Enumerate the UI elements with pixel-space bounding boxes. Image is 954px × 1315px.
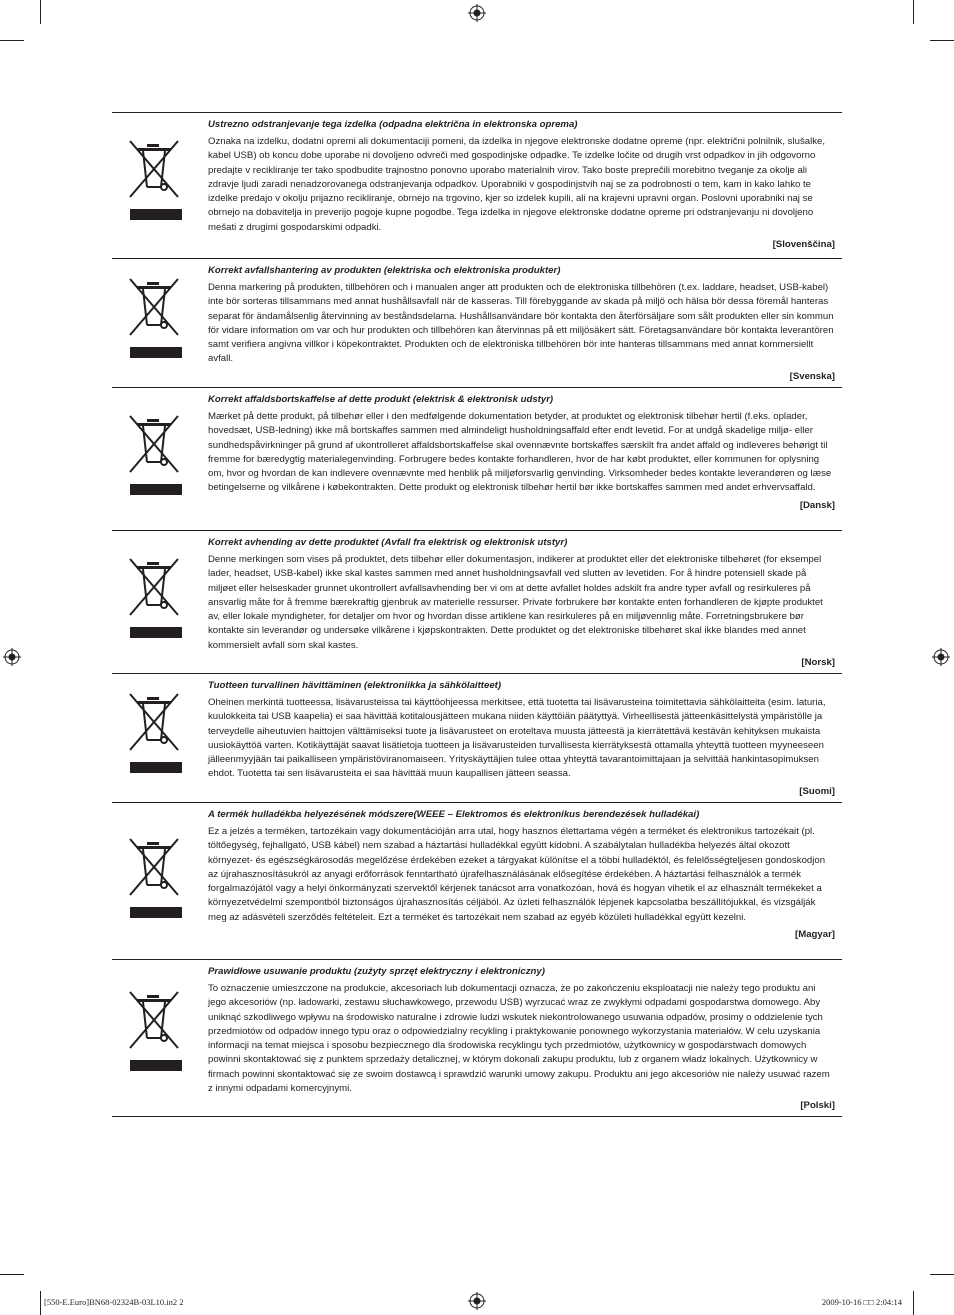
registration-mark-icon	[468, 4, 486, 22]
notice-title: Korrekt affaldsbortskaffelse af dette produkt (elektrisk & elektronisk udstyr)	[208, 394, 554, 405]
language-label: [Norsk]	[801, 657, 835, 669]
language-label: [Slovenščina]	[772, 239, 835, 251]
crossed-out-wheelie-bin-icon	[128, 988, 184, 1052]
language-label: [Svenska]	[789, 370, 835, 382]
notice-polish	[112, 959, 842, 1117]
notice-title: Ustrezno odstranjevanje tega izdelka (odpadna električna in elektronska oprema)	[208, 119, 578, 130]
weee-black-bar	[130, 762, 182, 773]
crop-mark	[40, 1291, 41, 1315]
notice-body: To oznaczenie umieszczone na produkcie, akcesoriach lub dokumentacji oznacza, że po zakończeniu eksploatacji nie należy tego produktu ani jego akcesoriów (np. ładowarki, zestawu słuchawkowego, przewodu USB) wyrzucać wraz ze zwykłymi odpadami gospodarstwa domowego. Aby uniknąć szkodliwego wpływu na środowisko naturalne i zdrowie ludzi wskutek niekontrolowanego usuwania odpadów, prosimy o oddzielenie tych przedmiotów od odpadów innego typu oraz o odpowiedzialny recykling i praktykowanie ponownego wykorzystania materiałów. W celu uzyskania informacji na temat miejsca i sposobu bezpiecznego dla środowiska recyklingu tych przedmiotów, użytkownicy w gospodarstwach domowych powinni skontaktować się z punktem sprzedaży detalicznej, w którym dokonali zakupu produktu, lub z organem władz lokalnych. Użytkownicy w firmach powinni skontaktować się ze swoim dostawcą i sprawdzić warunki umowy zakupu. Produktu ani jego akcesoriów nie należy usuwać razem z innymi odpadami komercyjnymi.	[208, 983, 830, 1095]
notice-body: Denne merkingen som vises på produktet, dets tilbehør eller dokumentasjon, indikerer at produktet eller det elektroniske tilbehøret (for eksempel lader, headset, USB-kabel) ikke skal kastes sammen med annet husholdningsavfall ved slutten av levetiden. For å hindre potensiell skade på miljøet eller helseskader grunnet ukontrollert avfallsavhending ber vi om at dette avfallet holdes adskilt fra andre typer avfall og resirkuleres på ansvarlig måte for å fremme bærekraftig gjenbruk av materielle ressurser. Private forbrukere bør kontakte enten forhandleren de kjøpte produktet av, eller lokale myndigheter, for detaljer om hvor og hvordan disse artiklene kan resirkuleres på en miljøvennlig måte. Forretningsbrukere bør kontakte sin leverandør og undersøke vilkårene i kjøpskontrakten. Dette produktet og det elektroniske tilbehøret skal ikke blandes med annet kommersielt avfall som skal kastes.	[208, 554, 823, 651]
crop-mark	[0, 1274, 24, 1275]
registration-mark-icon	[932, 648, 950, 666]
notice-body: Oznaka na izdelku, dodatni opremi ali dokumentaciji pomeni, da izdelka in njegove elektronske dodatne opreme (npr. električni polnilnik, slušalke, kabel USB) ob koncu dobe uporabe ni dovoljeno odvreči med gospodinjske odpadke. Te izdelke ločite od drugih vrst odpadkov in jih odgovorno predajte v recikliranje ter tako spodbudite trajnostno ponovno uporabo materialnih virov. Tako boste preprečili morebitno tveganje za okolje ali zdravje ljudi zaradi nenadzorovanega odstranjevanja odpadkov. Uporabniki v gospodinjstvih naj se za podrobnosti o tem, kam in kako lahko te izdelke predajo v okolju prijazno recikliranje, obrnejo na trgovino, kjer so izdelek kupili, ali na krajevni upravni organ. Poslovni uporabniki naj se obrnejo na dobavitelja in preverijo pogoje kupne pogodbe. Tega izdelka in njegove elektronske dodatne opreme pri odstranjevanju ni dovoljeno mešati z drugimi gospodarskimi odpadki.	[208, 136, 826, 233]
notice-body: Ez a jelzés a terméken, tartozékain vagy dokumentációján arra utal, hogy hasznos élettartama végén a terméket és elektronikus tartozékait (pl. töltőegység, fejhallgató, USB kábel) nem szabad a háztartási hulladékkal együtt kidobni. A szabálytalan hulladékba helyezés által okozott környezet- és egészségkárosodás megelőzése érdekében ezeket a tárgyakat különítse el a többi hulladéktól, és felelősségteljesen gondoskodjon az újrahasznosításukról az anyagi erőforrások fenntartható újrafelhasználásának elősegítése érdekében. A háztartási felhasználók a termék forgalmazójától vagy a helyi önkormányzati szervektől kérjenek tanácsot arra vonatkozóan, hová és hogyan vihetik el az elhasznált termékeket a környezetvédelmi szempontból biztonságos újrahasznosítás céljából. Az üzleti felhasználók lépjenek kapcsolatba beszállítójukkal, és vizsgálják meg az adásvételi szerződés feltételeit. Ezt a terméket és tartozékait nem szabad az egyéb közületi hulladékkal együtt kezelni.	[208, 826, 826, 923]
footer-file-info: [550-E.Euro]BN68-02324B-03L10.in2 2	[44, 1297, 184, 1307]
weee-disposal-notices	[112, 112, 842, 1117]
notice-title: Prawidłowe usuwanie produktu (zużyty sprzęt elektryczny i elektroniczny)	[208, 966, 545, 977]
weee-black-bar	[130, 627, 182, 638]
crop-mark	[0, 40, 24, 41]
weee-black-bar	[130, 209, 182, 220]
weee-black-bar	[130, 1060, 182, 1071]
crop-mark	[930, 1274, 954, 1275]
crossed-out-wheelie-bin-icon	[128, 690, 184, 754]
weee-symbol	[128, 412, 184, 495]
notice-title: A termék hulladékba helyezésének módszere(WEEE – Elektromos és elektronikus berendezések hulladékai)	[208, 809, 700, 820]
notice-finnish	[112, 673, 842, 802]
crossed-out-wheelie-bin-icon	[128, 275, 184, 339]
notice-body: Oheinen merkintä tuotteessa, lisävarusteissa tai käyttöohjeessa merkitsee, että tuotetta tai lisävarusteina toimitettavia sähkölaitteita (esim. laturia, kuulokkeita tai USB kaapelia) ei saa hävittää kotitalousjätteen mukana niiden käyttöiän päätyttyä. Virheellisestä jätteenkäsittelystä ympäristölle ja terveydelle aiheutuvien haittojen välttämiseksi tuote ja lisävarusteet on eroteltava muusta jätteestä ja kierrätettävä kestävän kehityksen mukaista uusiokäyttöä varten. Kotikäyttäjät saavat lisätietoja tuotteen ja lisävarusteiden turvallisesta kierrätyksestä ottamalla yhteyttä tuotteen myyneeseen jälleenmyyjään tai paikalliseen ympäristöviranomaiseen. Yrityskäyttäjien tulee ottaa yhteyttä tavarantoimittajaan ja selvittää hankintasopimuksen ehdot. Tuotetta tai sen lisävarusteita ei saa hävittää muun kaupallisen jätteen seassa.	[208, 697, 826, 780]
language-label: [Dansk]	[799, 499, 835, 511]
language-label: [Polski]	[800, 1100, 835, 1112]
crop-mark	[40, 0, 41, 24]
notice-title: Tuotteen turvallinen hävittäminen (elektroniikka ja sähkölaitteet)	[208, 680, 502, 691]
footer-timestamp: 2009-10-16 □□ 2:04:14	[821, 1297, 902, 1307]
language-label: [Suomi]	[799, 785, 835, 797]
weee-symbol	[128, 555, 184, 638]
weee-symbol	[128, 137, 184, 220]
notice-body: Denna markering på produkten, tillbehören och i manualen anger att produkten och de elektroniska tillbehören (t.ex. laddare, headset, USB-kabel) inte bör sorteras tillsammans med annat hushållsavfall när de kasseras. Till förebyggande av skada på miljö och hälsa bör dessa föremål hanteras separat för ändamålsenlig återvinning av beståndsdelarna. Hushållsanvändare bör kontakta den återförsäljare som sålt produkten eller sin kommun för vidare information om var och hur produkten och tillbehören kan återvinnas på ett miljösäkert sätt. Företagsanvändare bör kontakta leverantören samt verifiera angivna villkor i köpekontraktet. Produkten och de elektroniska tillbehören bör inte hanteras tillsammans med annat kommersiellt avfall.	[208, 282, 834, 365]
registration-mark-icon	[3, 648, 21, 666]
crop-mark	[930, 40, 954, 41]
notice-swedish	[112, 258, 842, 387]
notice-danish	[112, 387, 842, 530]
crossed-out-wheelie-bin-icon	[128, 137, 184, 201]
crop-mark	[913, 1291, 914, 1315]
weee-symbol	[128, 275, 184, 358]
registration-mark-icon	[468, 1292, 486, 1310]
weee-symbol	[128, 988, 184, 1071]
notice-body: Mærket på dette produkt, på tilbehør eller i den medfølgende dokumentation betyder, at produktet og elektronisk tilbehør hertil (f.eks. oplader, hovedsæt, USB-ledning) ikke må bortskaffes sammen med almindeligt husholdningsaffald efter endt levetid. For at undgå skadelige miljø- eller sundhedspåvirkninger på grund af ukontrolleret affaldsbortskaffelse skal ovennævnte bortskaffes særskilt fra andet affald og indleveres behørigt til fremme for bæredygtig materialegenvinding. Forbrugere bedes kontakte forhandleren, hvor de har købt produktet, eller kommunen for oplysning om, hvor og hvordan de kan indlevere ovennævnte med henblik på miljøforsvarlig genvinding. Virksomheder bedes kontakte leverandøren og læse betingelserne og vilkårene i købekontrakten. Dette produkt og elektronisk tilbehør hertil bør ikke bortskaffes sammen med andet erhvervsaffald.	[208, 411, 832, 494]
crossed-out-wheelie-bin-icon	[128, 412, 184, 476]
crossed-out-wheelie-bin-icon	[128, 835, 184, 899]
crop-mark	[913, 0, 914, 24]
weee-symbol	[128, 835, 184, 918]
weee-black-bar	[130, 907, 182, 918]
weee-black-bar	[130, 347, 182, 358]
notice-title: Korrekt avfallshantering av produkten (elektriska och elektroniska produkter)	[208, 265, 561, 276]
weee-symbol	[128, 690, 184, 773]
notice-norwegian	[112, 530, 842, 673]
notice-title: Korrekt avhending av dette produktet (Avfall fra elektrisk og elektronisk utstyr)	[208, 537, 568, 548]
language-label: [Magyar]	[795, 929, 835, 941]
crossed-out-wheelie-bin-icon	[128, 555, 184, 619]
notice-slovenian	[112, 112, 842, 258]
weee-black-bar	[130, 484, 182, 495]
notice-hungarian	[112, 802, 842, 959]
